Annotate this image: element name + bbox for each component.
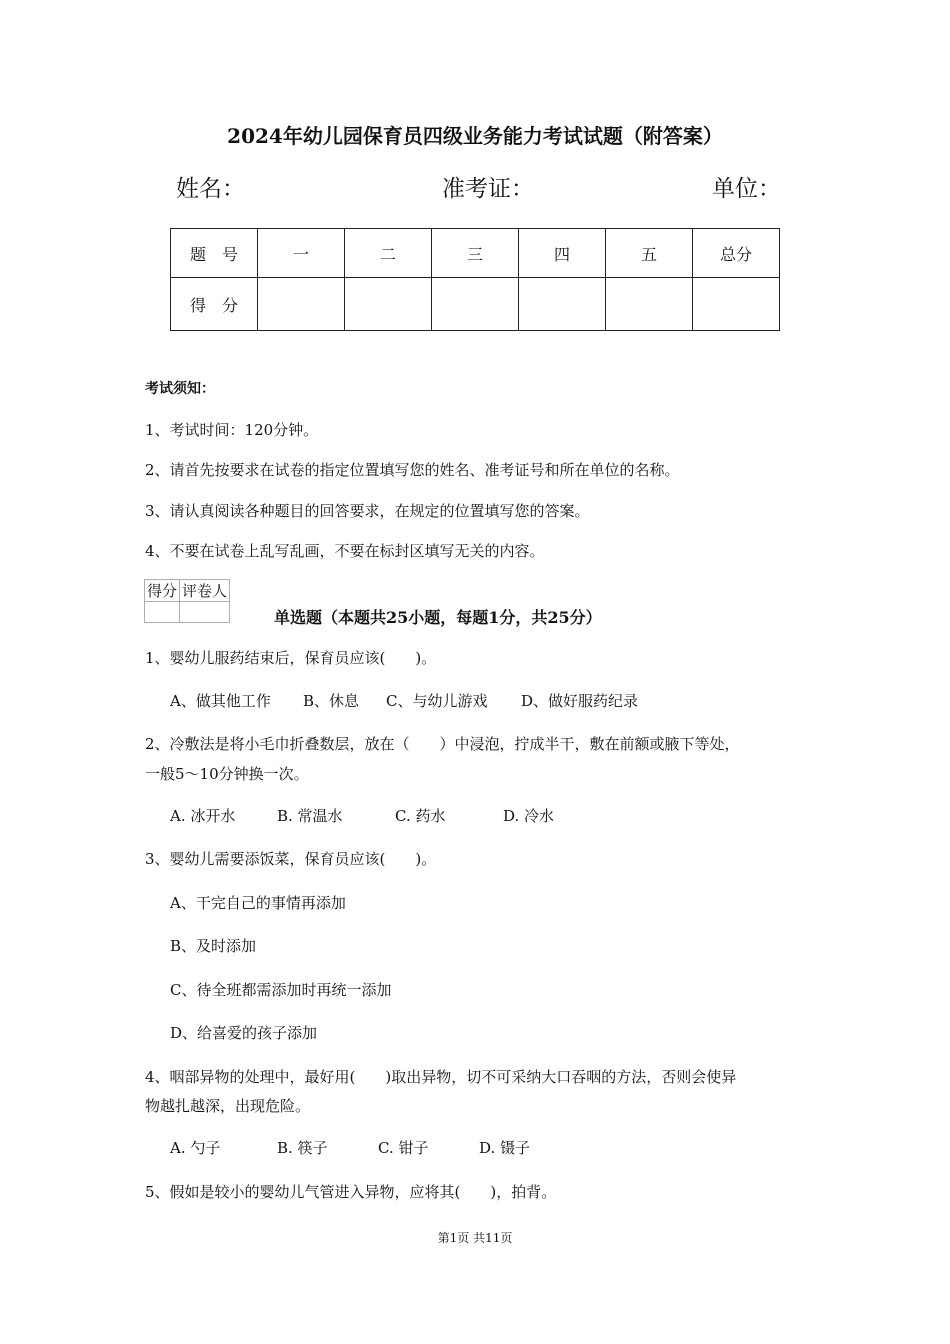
name-field-label: 姓名： — [176, 176, 245, 202]
question-stem: 3、婴幼儿需要添饭菜，保育员应该( )。 — [145, 850, 437, 868]
question-option: D. 镊子 — [479, 1139, 531, 1157]
question-option: A、做其他工作 — [170, 692, 271, 710]
score-cell[interactable] — [345, 278, 432, 331]
score-header-cell: 三 — [432, 229, 519, 278]
question-option: A、干完自己的事情再添加 — [170, 894, 346, 912]
question-stem: 2、冷敷法是将小毛巾折叠数层，放在（ ）中浸泡，拧成半干，敷在前额或腋下等处， — [145, 735, 740, 753]
score-header-cell: 总分 — [693, 229, 780, 278]
question-option: B、及时添加 — [170, 937, 257, 955]
unit-field-label: 单位： — [712, 176, 781, 202]
score-cell[interactable] — [258, 278, 345, 331]
grader-table — [144, 579, 230, 623]
grader-score-label: 得分 — [145, 580, 180, 602]
question-option: A. 勺子 — [170, 1139, 221, 1157]
score-header-cell: 五 — [606, 229, 693, 278]
score-table-score-row — [171, 278, 780, 331]
score-cell[interactable] — [693, 278, 780, 331]
notice-item: 2、请首先按要求在试卷的指定位置填写您的姓名、准考证号和所在单位的名称。 — [145, 461, 680, 479]
exam-id-field-label: 准考证： — [442, 176, 534, 202]
question-option: B. 筷子 — [277, 1139, 328, 1157]
score-row-label: 得 分 — [171, 278, 258, 331]
question-stem: 1、婴幼儿服药结束后，保育员应该( )。 — [145, 649, 437, 667]
question-option: C. 钳子 — [378, 1139, 429, 1157]
score-table-header-row — [171, 229, 780, 278]
score-header-cell: 四 — [519, 229, 606, 278]
question-option: D、给喜爱的孩子添加 — [170, 1024, 318, 1042]
question-stem: 5、假如是较小的婴幼儿气管进入异物，应将其( )，拍背。 — [145, 1183, 557, 1201]
score-table — [170, 228, 780, 331]
question-option: C、待全班都需添加时再统一添加 — [170, 981, 392, 999]
question-option: B. 常温水 — [277, 807, 343, 825]
score-header-cell: 二 — [345, 229, 432, 278]
score-cell[interactable] — [432, 278, 519, 331]
notice-item: 4、不要在试卷上乱写乱画，不要在标封区填写无关的内容。 — [145, 542, 545, 560]
question-stem-continued: 物越扎越深，出现危险。 — [145, 1097, 311, 1115]
notice-title: 考试须知： — [145, 381, 215, 397]
grader-reviewer-label: 评卷人 — [180, 580, 230, 602]
grader-reviewer-cell[interactable] — [180, 602, 230, 623]
section-title: 单选题（本题共25小题，每题1分，共25分） — [274, 608, 602, 627]
question-option: D. 冷水 — [503, 807, 555, 825]
question-option: D、做好服药纪录 — [521, 692, 639, 710]
question-option: C、与幼儿游戏 — [386, 692, 488, 710]
grader-score-cell[interactable] — [145, 602, 180, 623]
page-title: 2024年幼儿园保育员四级业务能力考试试题（附答案） — [227, 124, 723, 148]
question-option: C. 药水 — [395, 807, 446, 825]
score-cell[interactable] — [606, 278, 693, 331]
notice-item: 1、考试时间：120分钟。 — [145, 421, 319, 439]
notice-item: 3、请认真阅读各种题目的回答要求，在规定的位置填写您的答案。 — [145, 502, 590, 520]
question-option: A. 冰开水 — [170, 807, 236, 825]
page-footer: 第1页 共11页 — [437, 1231, 513, 1245]
question-option: B、休息 — [303, 692, 360, 710]
question-stem: 4、咽部异物的处理中，最好用( )取出异物，切不可采纳大口吞咽的方法，否则会使异 — [145, 1068, 737, 1086]
score-cell[interactable] — [519, 278, 606, 331]
question-stem-continued: 一般5～10分钟换一次。 — [145, 765, 309, 783]
score-header-cell: 题 号 — [171, 229, 258, 278]
score-header-cell: 一 — [258, 229, 345, 278]
